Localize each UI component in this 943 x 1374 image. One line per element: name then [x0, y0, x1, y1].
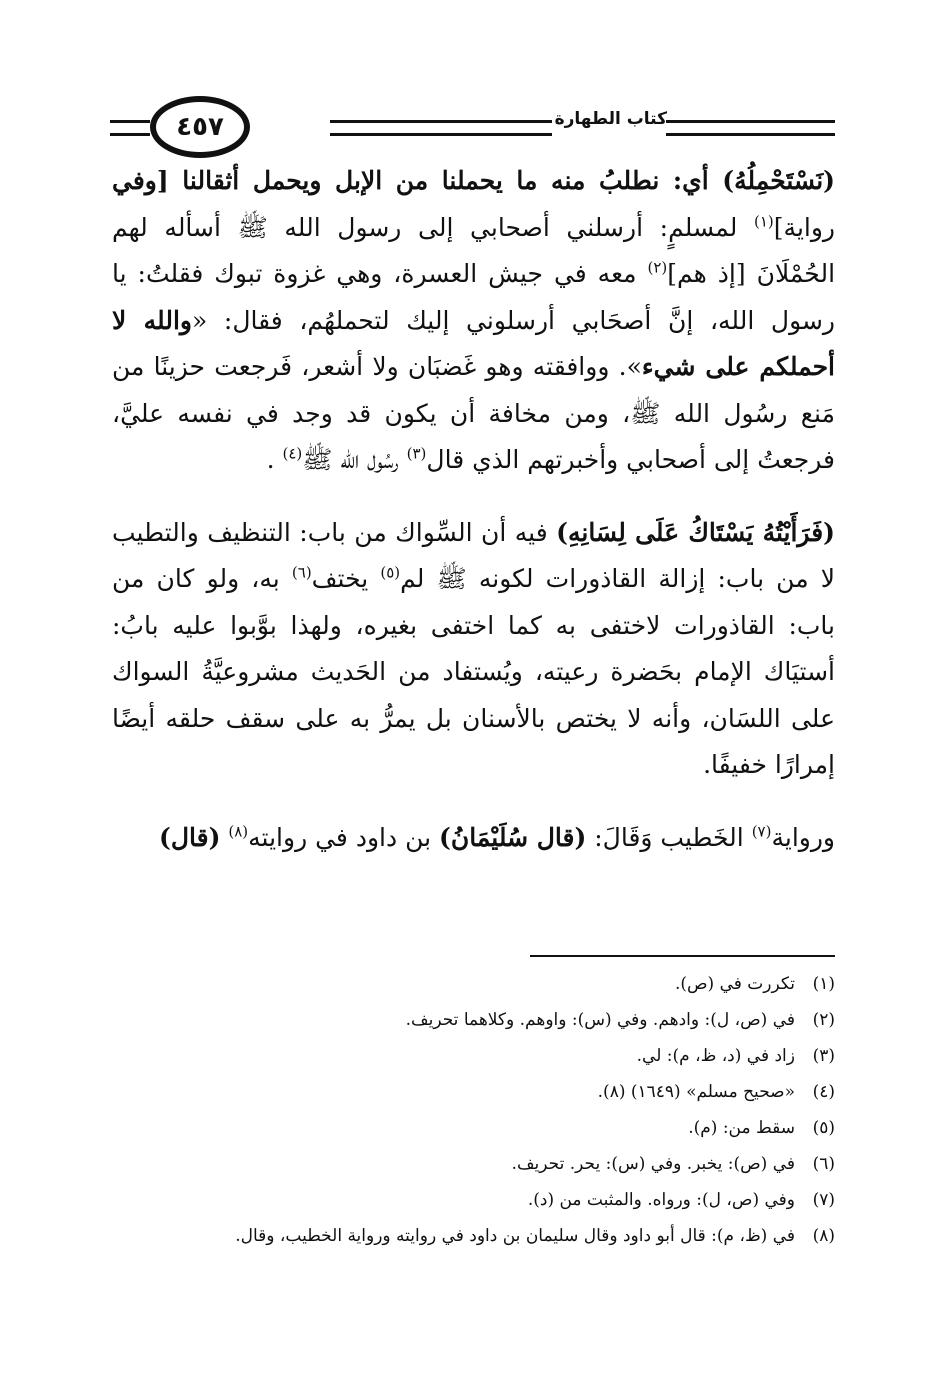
- running-title: كتاب الطهارة: [554, 109, 667, 129]
- footnote-item: [112, 1074, 835, 1110]
- footnote-number: (٧): [812, 1190, 835, 1210]
- footnote-ref: (٨): [228, 822, 249, 841]
- footnote-ref: (٥): [380, 563, 401, 582]
- text-run: معه في جيش العسرة، وهي غزوة تبوك فقلتُ: يا رسول الله،: [112, 259, 835, 335]
- footnote-item: [112, 1110, 835, 1146]
- paragraph-3: [112, 815, 835, 862]
- text-run: ومن مخافة أن يكون قد وجد في نفسه عليَّ، فرجعتُ إلى أصحابي: [112, 398, 835, 474]
- hadith-lemma: (قال سُلَيْمَانُ): [439, 822, 587, 852]
- footnote-text: في (ص): يخبر. وفي (س): يحر. تحريف.: [511, 1154, 795, 1174]
- text-run: لمسلمٍ: أرسلني أصحابي إلى رسول الله ﷺ أسأله لهم الحُمْلَانَ: [112, 212, 836, 288]
- paragraph-2: [112, 510, 835, 789]
- footnote-item: [112, 1038, 835, 1074]
- text-run: .: [266, 445, 283, 474]
- text-run: ».: [618, 352, 642, 381]
- footnote-number: (٦): [812, 1154, 835, 1174]
- text-run: إنَّ أصحَابي أرسلوني إليك لتحملهُم، فقال: «: [191, 305, 694, 335]
- footnotes: [112, 966, 835, 1254]
- page-header: [110, 96, 835, 166]
- text-run: [إذ هم]: [667, 259, 746, 288]
- text-run: (نَسْتَحْمِلُهُ) أي: نطلبُ منه ما يحملنا من الإبل ويحمل أثقالنا [وفي: [112, 166, 835, 195]
- footnote-text: في (ظ، م): قال أبو داود وقال سليمان بن داود في روايته ورواية الخطيب، وقال.: [235, 1226, 795, 1246]
- text-run: على اللسَان، وأنه لا يختص بالأسنان بل يمرُّ به على سقف حلقه: [165, 703, 835, 733]
- footnote-ref: (٤): [282, 444, 303, 463]
- footnote-number: (١): [812, 974, 835, 994]
- text-run: به، ولو كان من: [112, 564, 292, 593]
- hadith-lemma: (قال): [159, 822, 221, 852]
- text-run: باب: القاذورات لاختفى به كما اختفى بغيره، ولهذا بوَّبوا عليه بابُ:: [112, 610, 835, 640]
- footnote-text: زاد في (د، ظ، م): لي.: [636, 1046, 795, 1066]
- paragraph-1: [112, 158, 835, 484]
- text-run: رسُول الله ﷺ: [302, 445, 407, 474]
- footnote-number: (٣): [812, 1046, 835, 1066]
- text-run: ورواية: [771, 822, 835, 852]
- footnote-text: في (ص، ل): وادهم. وفي (س): واوهم. وكلاهما تحريف.: [405, 1010, 795, 1030]
- footnote-separator: [530, 955, 835, 957]
- footnote-text: وفي (ص، ل): ورواه. والمثبت من (د).: [527, 1190, 795, 1210]
- footnote-number: (٤): [812, 1082, 835, 1102]
- footnote-number: (٢): [812, 1010, 835, 1030]
- footnote-item: [112, 1002, 835, 1038]
- page-number: ٤٥٧: [176, 112, 224, 142]
- hadith-lemma: (فَرَأَيْتُهُ يَسْتَاكُ عَلَى لِسَانِهِ): [556, 517, 836, 547]
- page-number-badge: [150, 96, 250, 158]
- footnote-ref: (٢): [647, 258, 668, 277]
- header-rule-left: [110, 120, 150, 136]
- text-run: وأخبرتهم الذي قال: [426, 445, 619, 474]
- quoted-speech: والله لا أحملكم على شيء: [112, 305, 835, 381]
- text-run: الخَطيب وَقَالَ:: [586, 822, 752, 852]
- text-run: ووافقته وهو غَضبَان ولا أشعر، فَرجعت حزينًا من مَنع رسُول الله ﷺ،: [112, 352, 835, 428]
- text-run: رواية]: [773, 212, 835, 242]
- footnote-text: «صحيح مسلم» (١٦٤٩) (٨).: [597, 1082, 795, 1102]
- text-run: أستيَاك الإمام بحَضرة رعيته، ويُستفاد من الحَديث مشروعيَّةُ السواك: [112, 657, 835, 686]
- text-run: يختف: [311, 564, 381, 593]
- text-run: بن داود في روايته: [248, 822, 440, 852]
- text-run: فيه أن السِّواك من باب: التنظيف والتطيب: [112, 517, 557, 547]
- main-text: [112, 158, 835, 861]
- text-run: أيضًا إمرارًا خفيفًا.: [112, 703, 835, 779]
- text-run: لا من باب: إزالة القاذورات لكونه ﷺ لم: [400, 564, 835, 593]
- footnote-item: [112, 966, 835, 1002]
- footnote-ref: (٦): [291, 563, 312, 582]
- footnote-number: (٥): [812, 1118, 835, 1138]
- footnote-ref: (٣): [406, 444, 427, 463]
- footnote-item: [112, 1146, 835, 1182]
- footnote-text: سقط من: (م).: [688, 1118, 795, 1138]
- footnote-item: [112, 1182, 835, 1218]
- footnote-number: (٨): [812, 1226, 835, 1246]
- footnote-ref: (٧): [751, 822, 772, 841]
- footnote-item: [112, 1218, 835, 1254]
- footnote-text: تكررت في (ص).: [674, 974, 795, 994]
- footnote-ref: (١): [754, 212, 774, 231]
